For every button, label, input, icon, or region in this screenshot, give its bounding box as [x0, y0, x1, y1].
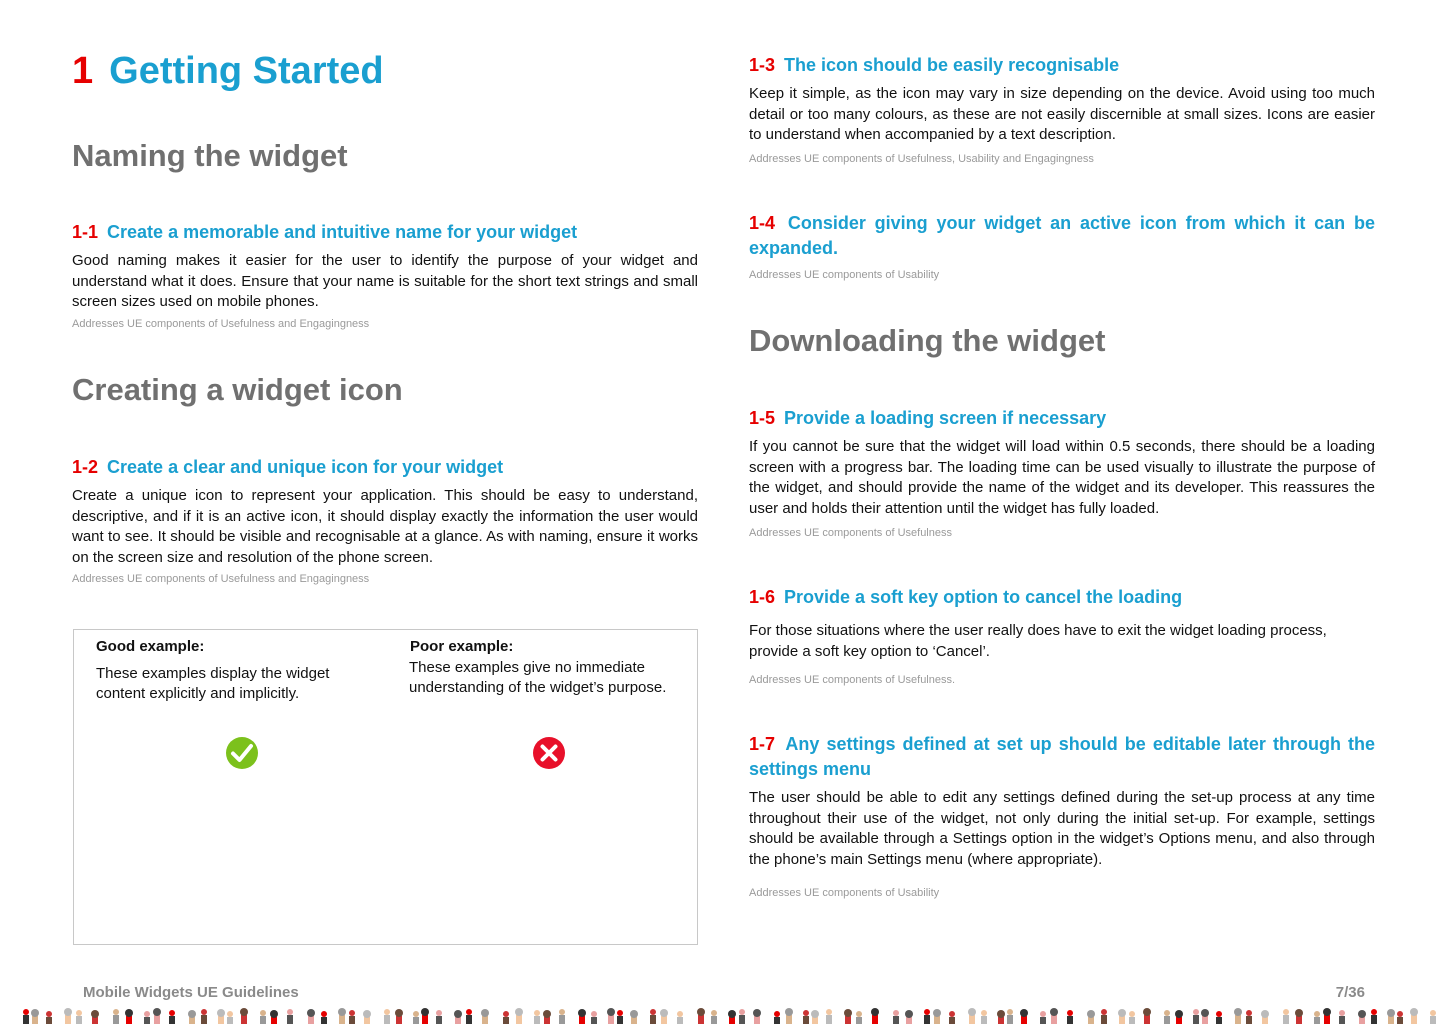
decorative-figure — [774, 1011, 780, 1024]
footer-page-number: 7/36 — [1335, 984, 1365, 1001]
decorative-figure — [260, 1010, 266, 1024]
decorative-figure — [153, 1008, 161, 1024]
guideline-1-5-title — [749, 406, 1379, 431]
section-heading-download: Downloading the widget — [749, 323, 1106, 358]
guideline-number: 1-4 — [749, 213, 776, 233]
decorative-figure — [31, 1009, 39, 1024]
guideline-title-text: Create a memorable and intuitive name for your widget — [107, 222, 578, 242]
decorative-figure — [1216, 1011, 1222, 1024]
decorative-figure — [1295, 1009, 1303, 1024]
decorative-figure — [1067, 1010, 1073, 1024]
decorative-figure — [454, 1010, 462, 1024]
decorative-figure — [1050, 1008, 1058, 1024]
decorative-figure — [933, 1009, 941, 1024]
guideline-1-3-note: Addresses UE components of Usefulness, Usability and Engagingness — [749, 153, 1094, 165]
decorative-figure — [981, 1010, 987, 1024]
decorative-figure — [188, 1010, 196, 1024]
decorative-figure — [660, 1009, 668, 1024]
decorative-figure — [1129, 1011, 1135, 1024]
decorative-figure — [436, 1010, 442, 1024]
decorative-figure — [559, 1009, 565, 1024]
decorative-figure — [856, 1011, 862, 1024]
guideline-1-1-note: Addresses UE components of Usefulness and Engagingness — [72, 318, 370, 330]
decorative-figure — [1358, 1010, 1366, 1024]
decorative-figure — [826, 1009, 832, 1024]
decorative-figure — [1118, 1009, 1126, 1024]
decorative-figure — [481, 1009, 489, 1024]
decorative-figure — [591, 1011, 597, 1024]
chapter-heading — [72, 50, 384, 93]
guideline-1-5-note: Addresses UE components of Usefulness — [749, 527, 952, 539]
decorative-figure — [1020, 1009, 1028, 1024]
decorative-figure — [1387, 1009, 1395, 1024]
decorative-figure — [338, 1008, 346, 1024]
decorative-figure — [1339, 1010, 1345, 1024]
guideline-title-text: Any settings defined at set up should be editable later through the settings menu — [749, 734, 1375, 779]
decorative-figure — [64, 1008, 72, 1024]
decorative-figure — [169, 1010, 175, 1024]
decorative-figure — [1201, 1009, 1209, 1024]
decorative-figure — [240, 1008, 248, 1024]
guideline-1-5-body: If you cannot be sure that the widget will load within 0.5 seconds, there should be a loading screen with a progress bar. The loading time can be used visually to illustrate the purpose of the widget, and should provide the name of the widget and its developer. This reassures the user and holds their attention until the widget has fully loaded. — [749, 438, 1375, 518]
guideline-1-6-title — [749, 585, 1379, 610]
decorative-figure — [395, 1009, 403, 1024]
guideline-number: 1-1 — [72, 222, 99, 242]
guideline-1-1-title — [72, 220, 702, 245]
guideline-title-text: Create a clear and unique icon for your widget — [107, 457, 504, 477]
decorative-figure — [711, 1010, 717, 1024]
decorative-figure — [1371, 1009, 1377, 1024]
decorative-figure — [384, 1009, 390, 1024]
decorative-figure — [1087, 1010, 1095, 1024]
guideline-title-text: Provide a loading screen if necessary — [784, 408, 1107, 428]
decorative-figure — [227, 1011, 233, 1024]
guideline-1-3-body: Keep it simple, as the icon may vary in size depending on the device. Avoid using too much detail or too many colours, as these are not easily discernible at small sizes. Icons are easier to understand when accompanied by a text description. — [749, 85, 1375, 144]
decorative-figure — [91, 1010, 99, 1024]
decorative-figure — [1246, 1010, 1252, 1024]
decorative-figure — [125, 1009, 133, 1024]
guideline-number: 1-6 — [749, 587, 776, 607]
decorative-figure — [349, 1010, 355, 1024]
decorative-figure — [321, 1011, 327, 1024]
decorative-figure — [144, 1011, 150, 1024]
decorative-figure — [23, 1009, 29, 1024]
decorative-figure — [578, 1009, 586, 1024]
decorative-figure — [307, 1009, 315, 1024]
guideline-1-4-note: Addresses UE components of Usability — [749, 269, 940, 281]
good-example-title: Good example: — [96, 638, 205, 655]
decorative-figure — [1323, 1008, 1331, 1024]
decorative-figure — [924, 1009, 930, 1024]
decorative-figure — [515, 1008, 523, 1024]
decorative-figure — [753, 1009, 761, 1024]
guideline-1-6-body: For those situations where the user really does have to exit the widget loading process, provide a soft key option to ‘Cancel’. — [749, 622, 1327, 660]
decorative-figure — [1040, 1011, 1046, 1024]
section-heading-icon: Creating a widget icon — [72, 372, 403, 407]
decorative-figure — [803, 1010, 809, 1024]
decorative-figure — [46, 1011, 52, 1024]
guideline-number: 1-7 — [749, 734, 776, 754]
guideline-1-1-body: Good naming makes it easier for the user to identify the purpose of your widget and understand what it does. Ensure that your name is suitable for the short text strings and small screen sizes used on mobile phones. — [72, 252, 698, 311]
decorative-figure — [893, 1010, 899, 1024]
decorative-figure — [76, 1010, 82, 1024]
good-example-text: These examples display the widget content explicitly and implicitly. — [96, 665, 330, 702]
decorative-figure — [949, 1011, 955, 1024]
guideline-title-text: The icon should be easily recognisable — [784, 55, 1120, 75]
guideline-1-7-title — [749, 732, 1375, 782]
decorative-figure — [1283, 1009, 1289, 1024]
decorative-figure — [650, 1009, 656, 1024]
decorative-figure — [728, 1010, 736, 1024]
decorative-figure — [1007, 1009, 1013, 1024]
decorative-figure — [363, 1010, 371, 1024]
decorative-figure — [543, 1010, 551, 1024]
guideline-1-7-note: Addresses UE components of Usability — [749, 887, 940, 899]
decorative-figure — [287, 1009, 293, 1024]
decorative-figure — [1193, 1009, 1199, 1024]
guideline-1-3-title — [749, 53, 1379, 78]
decorative-figure — [1261, 1010, 1269, 1024]
decorative-figure — [503, 1011, 509, 1024]
guideline-1-4-title — [749, 211, 1375, 261]
decorative-figure — [113, 1009, 119, 1024]
poor-example-text: These examples give no immediate understanding of the widget’s purpose. — [409, 659, 667, 696]
decorative-figure — [1234, 1008, 1242, 1024]
guideline-number: 1-5 — [749, 408, 776, 428]
decorative-figure — [1164, 1010, 1170, 1024]
decorative-figure — [697, 1008, 705, 1024]
section-heading-naming: Naming the widget — [72, 138, 348, 173]
guideline-1-2-note: Addresses UE components of Usefulness and Engagingness — [72, 573, 370, 585]
guideline-number: 1-3 — [749, 55, 776, 75]
decorative-figure — [1314, 1011, 1320, 1024]
guideline-1-7-body: The user should be able to edit any settings defined during the set-up process at any time throughout their use of the widget, not only during the initial set-up. For example, settings should be available through a Settings option in the widget’s Options menu, and also through the phone’s main Settings menu (where appropriate). — [749, 789, 1375, 869]
decorative-figure — [997, 1010, 1005, 1024]
decorative-figure — [739, 1009, 745, 1024]
examples-box — [73, 629, 698, 945]
decorative-figure — [617, 1010, 623, 1024]
decorative-figure — [968, 1008, 976, 1024]
decorative-figure — [421, 1008, 429, 1024]
decorative-figure — [811, 1010, 819, 1024]
decorative-people-strip — [0, 1002, 1449, 1024]
guideline-title-text: Consider giving your widget an active icon from which it can be expanded. — [749, 213, 1375, 258]
decorative-figure — [413, 1011, 419, 1024]
decorative-figure — [871, 1008, 879, 1024]
decorative-figure — [1397, 1011, 1403, 1024]
guideline-1-6-note: Addresses UE components of Usefulness. — [749, 674, 956, 686]
decorative-figure — [534, 1010, 540, 1024]
guideline-1-2-title — [72, 455, 702, 480]
poor-example-title: Poor example: — [410, 638, 514, 655]
decorative-figure — [607, 1008, 615, 1024]
decorative-figure — [677, 1011, 683, 1024]
check-circle-icon — [225, 736, 259, 770]
decorative-figure — [1410, 1008, 1418, 1024]
guideline-1-2-body: Create a unique icon to represent your application. This should be easy to understand, descriptive, and if it is an active icon, it should display exactly the information the user would want to see. It should be visible and recognisable at a glance. As with naming, ensure it works on the screen size and resolution of the phone screen. — [72, 487, 698, 567]
guideline-title-text: Provide a soft key option to cancel the loading — [784, 587, 1183, 607]
footer-document-title: Mobile Widgets UE Guidelines — [83, 984, 299, 1001]
decorative-figure — [1430, 1010, 1436, 1024]
decorative-figure — [201, 1009, 207, 1024]
decorative-figure — [785, 1008, 793, 1024]
decorative-figure — [217, 1009, 225, 1024]
guideline-number: 1-2 — [72, 457, 99, 477]
decorative-figure — [905, 1010, 913, 1024]
chapter-number: 1 — [72, 50, 94, 92]
cross-circle-icon — [532, 736, 566, 770]
decorative-figure — [1175, 1010, 1183, 1024]
decorative-figure — [270, 1010, 278, 1024]
decorative-figure — [466, 1009, 472, 1024]
decorative-figure — [630, 1010, 638, 1024]
decorative-figure — [1143, 1008, 1151, 1024]
decorative-figure — [1101, 1009, 1107, 1024]
decorative-figure — [844, 1009, 852, 1024]
chapter-title: Getting Started — [109, 50, 384, 92]
